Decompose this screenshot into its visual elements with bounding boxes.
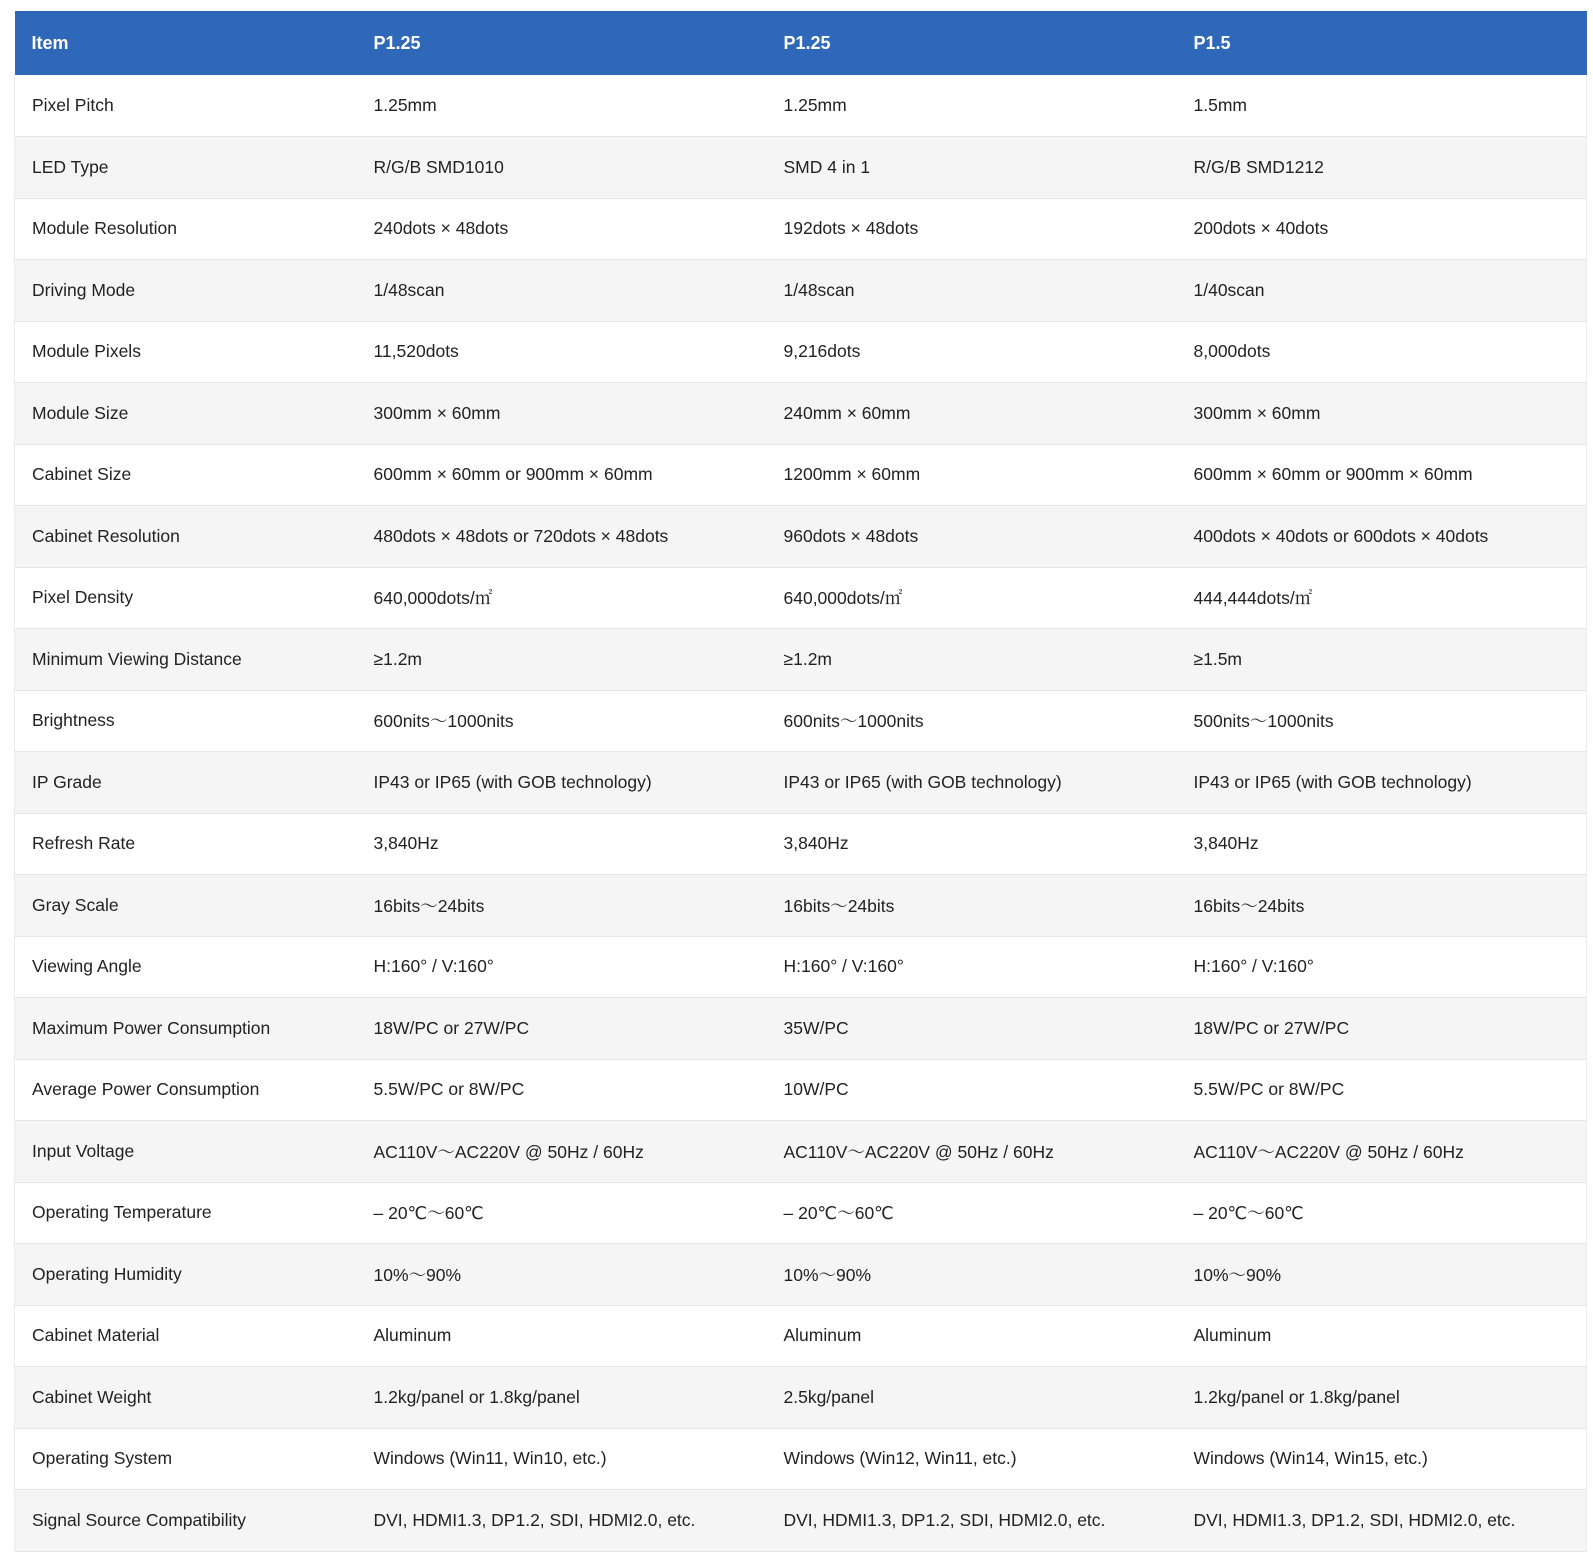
spec-value-cell: 9,216dots	[767, 321, 1177, 383]
spec-label-cell: Operating System	[15, 1428, 357, 1490]
table-row	[15, 1305, 1587, 1367]
table-row	[15, 998, 1587, 1060]
spec-label-cell: Viewing Angle	[15, 936, 357, 998]
table-row	[15, 629, 1587, 691]
table-header-row	[15, 11, 1587, 75]
table-header	[15, 11, 1587, 75]
spec-value-cell: 16bits～24bits	[357, 875, 767, 937]
spec-value-cell: 600nits～1000nits	[767, 690, 1177, 752]
spec-value-cell: 1/48scan	[767, 260, 1177, 322]
spec-value-cell: 1/48scan	[357, 260, 767, 322]
spec-value-cell: 240dots × 48dots	[357, 198, 767, 260]
spec-value-cell: DVI, HDMI1.3, DP1.2, SDI, HDMI2.0, etc.	[767, 1490, 1177, 1552]
table-row	[15, 936, 1587, 998]
spec-value-cell: 1.5mm	[1177, 75, 1587, 137]
spec-value-cell: – 20℃～60℃	[357, 1182, 767, 1244]
spec-value-cell: AC110V～AC220V @ 50Hz / 60Hz	[1177, 1121, 1587, 1183]
spec-value-cell: 18W/PC or 27W/PC	[357, 998, 767, 1060]
spec-label-cell: Driving Mode	[15, 260, 357, 322]
spec-value-cell: Windows (Win12, Win11, etc.)	[767, 1428, 1177, 1490]
spec-label-cell: Module Size	[15, 383, 357, 445]
spec-value-cell: ≥1.5m	[1177, 629, 1587, 691]
spec-value-cell: 300mm × 60mm	[357, 383, 767, 445]
column-header-model: P1.5	[1177, 11, 1587, 75]
spec-label-cell: Gray Scale	[15, 875, 357, 937]
spec-label-cell: Cabinet Material	[15, 1305, 357, 1367]
table-row	[15, 1182, 1587, 1244]
spec-value-cell: 1.2kg/panel or 1.8kg/panel	[1177, 1367, 1587, 1429]
table-row	[15, 198, 1587, 260]
spec-label-cell: Maximum Power Consumption	[15, 998, 357, 1060]
table-row	[15, 813, 1587, 875]
spec-value-cell: ≥1.2m	[767, 629, 1177, 691]
spec-value-cell: 10%～90%	[357, 1244, 767, 1306]
spec-value-cell: 200dots × 40dots	[1177, 198, 1587, 260]
spec-value-cell: 400dots × 40dots or 600dots × 40dots	[1177, 506, 1587, 568]
spec-value-cell: Aluminum	[1177, 1305, 1587, 1367]
spec-value-cell: 600nits～1000nits	[357, 690, 767, 752]
spec-label-cell: Pixel Density	[15, 567, 357, 629]
spec-value-cell: Aluminum	[357, 1305, 767, 1367]
spec-value-cell: 2.5kg/panel	[767, 1367, 1177, 1429]
spec-value-cell: IP43 or IP65 (with GOB technology)	[767, 752, 1177, 814]
spec-label-cell: IP Grade	[15, 752, 357, 814]
spec-value-cell: 444,444dots/㎡	[1177, 567, 1587, 629]
table-row	[15, 137, 1587, 199]
spec-value-cell: 3,840Hz	[1177, 813, 1587, 875]
spec-value-cell: 300mm × 60mm	[1177, 383, 1587, 445]
column-header-item: Item	[15, 11, 357, 75]
spec-label-cell: Operating Temperature	[15, 1182, 357, 1244]
spec-table-container	[14, 11, 1586, 1552]
spec-value-cell: 35W/PC	[767, 998, 1177, 1060]
column-header-model: P1.25	[357, 11, 767, 75]
spec-value-cell: 960dots × 48dots	[767, 506, 1177, 568]
spec-label-cell: Input Voltage	[15, 1121, 357, 1183]
spec-label-cell: Cabinet Weight	[15, 1367, 357, 1429]
spec-label-cell: LED Type	[15, 137, 357, 199]
spec-value-cell: 8,000dots	[1177, 321, 1587, 383]
spec-label-cell: Module Resolution	[15, 198, 357, 260]
spec-value-cell: 1.25mm	[767, 75, 1177, 137]
table-row	[15, 1428, 1587, 1490]
column-header-model: P1.25	[767, 11, 1177, 75]
table-row	[15, 1244, 1587, 1306]
spec-value-cell: IP43 or IP65 (with GOB technology)	[357, 752, 767, 814]
spec-value-cell: 500nits～1000nits	[1177, 690, 1587, 752]
spec-value-cell: 3,840Hz	[767, 813, 1177, 875]
spec-value-cell: 640,000dots/㎡	[767, 567, 1177, 629]
spec-value-cell: 640,000dots/㎡	[357, 567, 767, 629]
spec-value-cell: H:160° / V:160°	[1177, 936, 1587, 998]
spec-value-cell: DVI, HDMI1.3, DP1.2, SDI, HDMI2.0, etc.	[357, 1490, 767, 1552]
spec-label-cell: Signal Source Compatibility	[15, 1490, 357, 1552]
table-row	[15, 752, 1587, 814]
spec-label-cell: Operating Humidity	[15, 1244, 357, 1306]
spec-label-cell: Module Pixels	[15, 321, 357, 383]
spec-value-cell: 1/40scan	[1177, 260, 1587, 322]
spec-value-cell: R/G/B SMD1010	[357, 137, 767, 199]
spec-value-cell: 1.2kg/panel or 1.8kg/panel	[357, 1367, 767, 1429]
table-row	[15, 506, 1587, 568]
spec-value-cell: – 20℃～60℃	[767, 1182, 1177, 1244]
spec-value-cell: – 20℃～60℃	[1177, 1182, 1587, 1244]
spec-value-cell: 1200mm × 60mm	[767, 444, 1177, 506]
table-row	[15, 383, 1587, 445]
table-row	[15, 1059, 1587, 1121]
table-row	[15, 1121, 1587, 1183]
spec-value-cell: AC110V～AC220V @ 50Hz / 60Hz	[767, 1121, 1177, 1183]
spec-value-cell: 3,840Hz	[357, 813, 767, 875]
table-row	[15, 321, 1587, 383]
spec-value-cell: 600mm × 60mm or 900mm × 60mm	[357, 444, 767, 506]
table-body	[15, 75, 1587, 1551]
spec-value-cell: 600mm × 60mm or 900mm × 60mm	[1177, 444, 1587, 506]
table-row	[15, 1367, 1587, 1429]
spec-value-cell: Aluminum	[767, 1305, 1177, 1367]
table-row	[15, 875, 1587, 937]
table-row	[15, 567, 1587, 629]
spec-value-cell: 10W/PC	[767, 1059, 1177, 1121]
spec-value-cell: 16bits～24bits	[767, 875, 1177, 937]
table-row	[15, 75, 1587, 137]
spec-value-cell: SMD 4 in 1	[767, 137, 1177, 199]
spec-value-cell: 480dots × 48dots or 720dots × 48dots	[357, 506, 767, 568]
spec-label-cell: Cabinet Size	[15, 444, 357, 506]
spec-label-cell: Cabinet Resolution	[15, 506, 357, 568]
spec-value-cell: H:160° / V:160°	[357, 936, 767, 998]
table-row	[15, 444, 1587, 506]
spec-value-cell: Windows (Win11, Win10, etc.)	[357, 1428, 767, 1490]
spec-value-cell: 192dots × 48dots	[767, 198, 1177, 260]
spec-value-cell: 16bits～24bits	[1177, 875, 1587, 937]
spec-value-cell: 1.25mm	[357, 75, 767, 137]
spec-label-cell: Minimum Viewing Distance	[15, 629, 357, 691]
spec-value-cell: AC110V～AC220V @ 50Hz / 60Hz	[357, 1121, 767, 1183]
spec-label-cell: Pixel Pitch	[15, 75, 357, 137]
spec-value-cell: 5.5W/PC or 8W/PC	[1177, 1059, 1587, 1121]
spec-label-cell: Average Power Consumption	[15, 1059, 357, 1121]
spec-value-cell: 18W/PC or 27W/PC	[1177, 998, 1587, 1060]
spec-table	[14, 11, 1587, 1552]
spec-value-cell: IP43 or IP65 (with GOB technology)	[1177, 752, 1587, 814]
spec-value-cell: 5.5W/PC or 8W/PC	[357, 1059, 767, 1121]
spec-value-cell: H:160° / V:160°	[767, 936, 1177, 998]
spec-value-cell: 10%～90%	[767, 1244, 1177, 1306]
table-row	[15, 1490, 1587, 1552]
spec-value-cell: R/G/B SMD1212	[1177, 137, 1587, 199]
spec-value-cell: Windows (Win14, Win15, etc.)	[1177, 1428, 1587, 1490]
spec-value-cell: 10%～90%	[1177, 1244, 1587, 1306]
spec-label-cell: Refresh Rate	[15, 813, 357, 875]
spec-value-cell: 11,520dots	[357, 321, 767, 383]
spec-value-cell: 240mm × 60mm	[767, 383, 1177, 445]
spec-value-cell: ≥1.2m	[357, 629, 767, 691]
table-row	[15, 260, 1587, 322]
spec-value-cell: DVI, HDMI1.3, DP1.2, SDI, HDMI2.0, etc.	[1177, 1490, 1587, 1552]
table-row	[15, 690, 1587, 752]
spec-label-cell: Brightness	[15, 690, 357, 752]
